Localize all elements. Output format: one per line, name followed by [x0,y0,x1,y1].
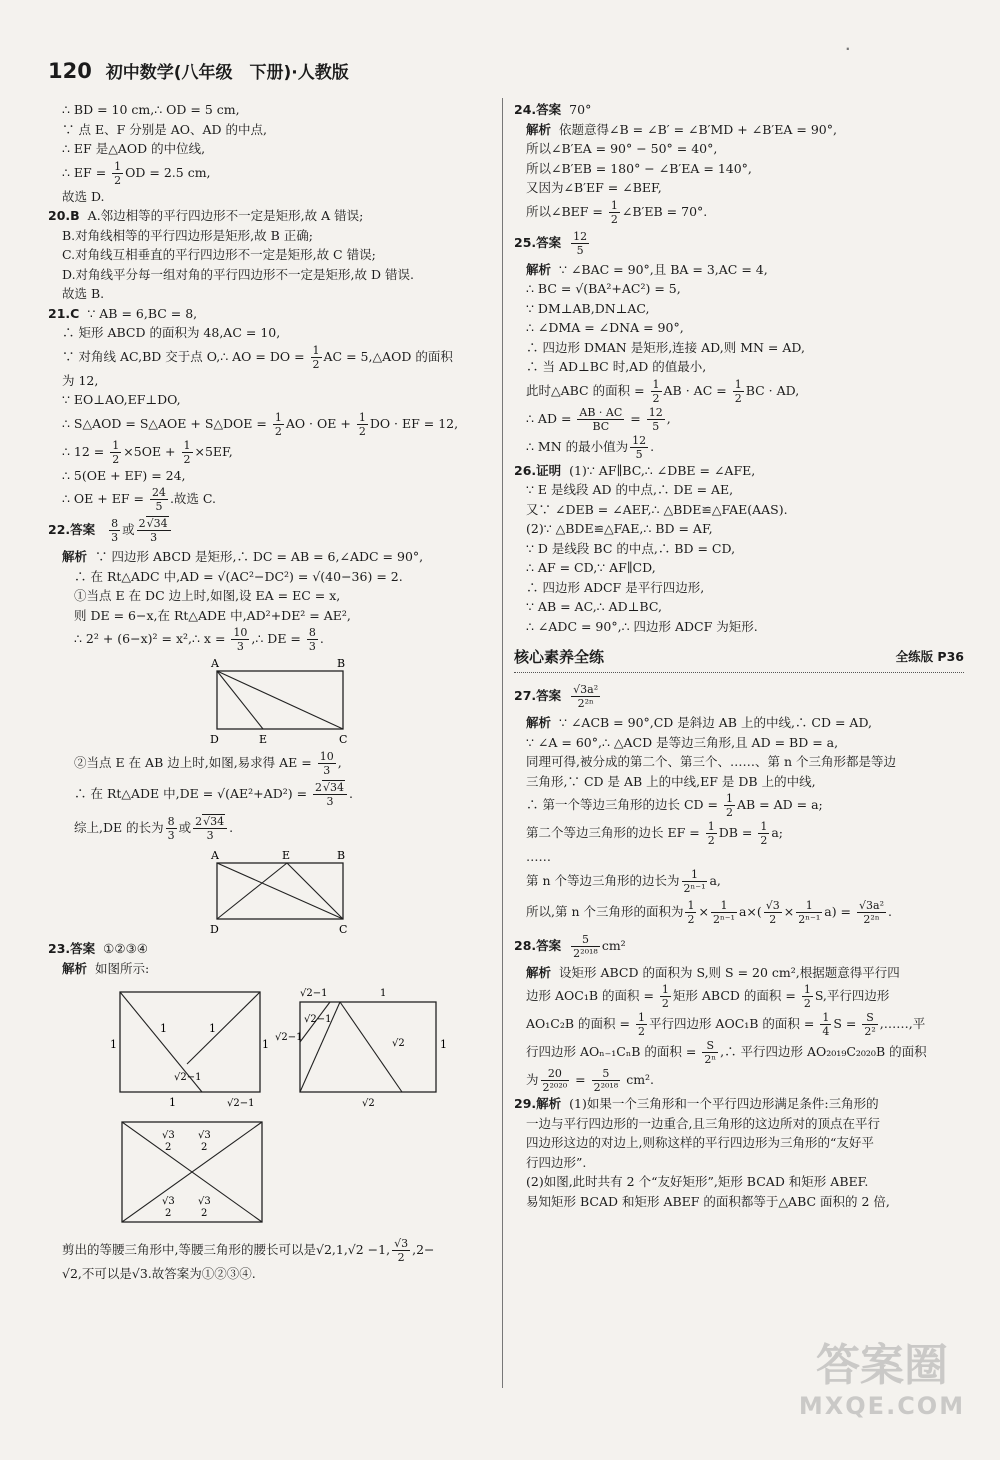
text-line: ∴ 四边形 ADCF 是平行四边形, [526,579,705,595]
svg-text:D: D [210,923,219,936]
svg-text:√3: √3 [198,1130,211,1141]
text-line: √2,不可以是√3.故答案为①②③④. [62,1266,256,1281]
text-line: ∴ 5(OE + EF) = 24, [62,467,186,483]
svg-text:C: C [339,733,348,746]
text-line: 此时△ABC 的面积 = $\frac{1}{2}$ AB · AC = $\frac{1}{2}$ BC · AD, [526,377,800,405]
watermark-logo: 答案圈 MXQE.COM [798,1340,966,1420]
svg-text:1: 1 [110,1038,117,1051]
text-line: ∵ E 是线段 AD 的中点,∴ DE = AE, [526,482,734,497]
text-line: D.对角线平分每一组对角的平行四边形不一定是矩形,故 D 错误. [62,266,414,282]
q23-answer: 23.答案 ①②③④ [48,941,148,956]
svg-text:D: D [210,733,219,746]
text-line: 综上,DE 的长为 $\frac{8}{3}$ 或 $\frac{2√34}{3}$ . [74,815,234,842]
text-line: 所以∠B′EB = 180° − ∠B′EA = 140°, [526,160,752,176]
text-line: ∴ 在 Rt△ADE 中,DE = √(AE²+AD²) = $\frac{2√34}{3}$ . [74,781,354,808]
text-line: ∴ ∠DMA = ∠DNA = 90°, [526,320,684,335]
q21-line: 21.C ∵ AB = 6,BC = 8, [48,305,198,321]
text-line: 则 DE = 6−x,在 Rt△ADE 中,AD²+DE² = AE², [74,607,351,623]
right-column [514,100,964,1440]
text-line: 一边与平行四边形的一边重合,且三角形的这边所对的顶点在平行 [526,1115,880,1131]
text-line: 第 n 个等边三角形的边长为 $\frac{1}{\text{2ⁿ⁻¹}}$ a, [526,867,721,895]
text-line: 三角形,∵ CD 是 AB 上的中线,EF 是 DB 上的中线, [526,773,816,789]
text-line: AO₁C₂B 的面积 = $\frac{1}{2}$ 平行四边形 AOC₁B 的面积 = $\frac{1}{4}$ S = $\frac{S}{\text{2²}}$ ,……,平 [526,1011,926,1038]
text-line: ∴ OE + EF = $\frac{24}{5}$ .故选 C. [62,486,216,513]
svg-text:√3: √3 [162,1130,175,1141]
text-line: ∵ ∠A = 60°,∴ △ACD 是等边三角形,且 AD = BD = a, [526,734,839,750]
text-line: ∴ AD = $\frac{AB \cdot AC}{BC}$ = $\frac{12}{5}$ , [526,405,671,433]
text-line: 解析 设矩形 ABCD 的面积为 S,则 S = 20 cm²,根据题意得平行四 [526,964,900,980]
figure-q23-rectangles [62,982,482,1112]
q20-line: 20.B A.邻边相等的平行四边形不一定是矩形,故 A 错误; [48,208,364,223]
text-line: ∴ 第一个等边三角形的边长 CD = $\frac{1}{2}$ AB = AD = a; [526,792,823,819]
q27-answer: 27.答案 $\frac{\text{√3a²}}{\text{2²ⁿ}}$ [514,683,599,710]
q28-answer: 28.答案 $\frac{5}{\text{2²⁰¹⁸}}$ cm² [514,932,626,960]
figure-rectangle-e-on-dc [207,657,407,745]
svg-text:E: E [259,733,268,746]
svg-text:2: 2 [165,1208,172,1219]
svg-text:√3: √3 [162,1196,175,1207]
svg-text:√2−1: √2−1 [304,1014,332,1025]
text-line: 剪出的等腰三角形中,等腰三角形的腰长可以是√2,1,√2 −1, $\frac{√3}{2}$ ,2− [62,1237,435,1264]
text-line: 易知矩形 BCAD 和矩形 ABEF 的面积都等于△ABC 面积的 2 倍, [526,1193,890,1209]
svg-text:1: 1 [209,1022,216,1035]
text-line: ∵ DM⊥AB,DN⊥AC, [526,300,650,316]
text-line: 所以∠B′EA = 90° − 50° = 40°, [526,141,718,156]
text-line: B.对角线相等的平行四边形是矩形,故 B 正确; [62,227,313,243]
text-line: 所以∠BEF = $\frac{1}{2}$ ∠B′EB = 70°. [526,198,708,226]
q22-answer: 22.答案 $\frac{8}{3}$ 或 $\frac{2√34}{3}$ [48,513,494,547]
svg-text:√2−1: √2−1 [300,988,328,999]
text-line: 解析 ∵ ∠BAC = 90°,且 BA = 3,AC = 4, [526,261,768,277]
q24-answer: 24.答案 70° [514,102,592,117]
text-line: 为 $\frac{20}{\text{2²⁰²⁰}}$ = $\frac{5}{\text{2²⁰¹⁸}}$ cm². [526,1067,655,1094]
text-line: 同理可得,被分成的第二个、第三个、……、第 n 个三角形都是等边 [526,754,896,769]
svg-text:√2: √2 [362,1098,375,1109]
text-line: ∴ 当 AD⊥BC 时,AD 的值最小, [526,359,707,374]
text-line: 又∵ ∠DEB = ∠AEF,∴ △BDE≌△FAE(AAS). [526,501,788,517]
svg-text:1: 1 [160,1022,167,1035]
svg-text:A: A [211,849,219,862]
text-line: ∴ AF = CD,∵ AF∥CD, [526,560,656,575]
text-line: ∴ 矩形 ABCD 的面积为 48,AC = 10, [62,325,281,340]
svg-text:2: 2 [201,1142,208,1153]
text-line: 为 12, [62,372,99,388]
page-header: 120 初中数学(八年级 下册)·人教版 · [48,42,850,83]
svg-text:E: E [282,849,291,862]
text-line: 故选 B. [62,286,105,301]
svg-text:1: 1 [380,988,387,999]
text-line: 故选 D. [62,188,105,204]
text-line: ∴ 2² + (6−x)² = x²,∴ x = $\frac{10}{3}$ ,∴ DE = $\frac{8}{3}$ . [74,626,324,653]
text-line: ∴ 四边形 DMAN 是矩形,连接 AD,则 MN = AD, [526,339,805,355]
text-line: 解析 如图所示: [62,960,150,976]
svg-text:C: C [339,923,348,936]
text-line: 又因为∠B′EF = ∠BEF, [526,180,662,195]
figure-rectangle-e-on-ab [207,849,407,935]
text-line: 行四边形”. [526,1154,587,1170]
text-line: 边形 AOC₁B 的面积 = $\frac{1}{2}$ 矩形 ABCD 的面积 = $\frac{1}{2}$ S,平行四边形 [526,983,890,1010]
svg-text:B: B [337,849,346,862]
book-title: 初中数学(八年级 下册)·人教版 [105,63,349,83]
text-line: ∴ BC = √(BA²+AC²) = 5, [526,281,681,296]
text-line: 解析 依题意得∠B = ∠B′ = ∠B′MD + ∠B′EA = 90°, [526,121,837,137]
text-line: ①当点 E 在 DC 边上时,如图,设 EA = EC = x, [74,588,341,603]
text-line: ∵ D 是线段 BC 的中点,∴ BD = CD, [526,540,736,556]
q25-answer: 25.答案 $\frac{12}{5}$ [514,229,588,257]
text-line: 解析 ∵ ∠ACB = 90°,CD 是斜边 AB 上的中线,∴ CD = AD, [526,715,872,730]
svg-text:1: 1 [169,1096,176,1109]
q26-line: 26.证明 (1)∵ AF∥BC,∴ ∠DBE = ∠AFE, [514,462,756,478]
svg-text:2: 2 [165,1142,172,1153]
text-line: ∴ 12 = $\frac{1}{2}$ ×5OE + $\frac{1}{2}$ ×5EF, [62,438,233,466]
svg-text:√2−1: √2−1 [275,1032,303,1043]
text-line: ∵ EO⊥AO,EF⊥DO, [62,392,181,407]
text-line: ∵ 对角线 AC,BD 交于点 O,∴ AO = DO = $\frac{1}{2}$ AC = 5,△AOD 的面积 [62,343,453,371]
text-line: ∵ 点 E、F 分别是 AO、AD 的中点, [62,121,267,137]
svg-text:√2−1: √2−1 [227,1098,255,1109]
svg-text:A: A [211,657,219,670]
text-line: ∴ S△AOD = S△AOE + S△DOE = $\frac{1}{2}$ AO · OE + $\frac{1}{2}$ DO · EF = 12, [62,410,459,438]
figure-q23-square-diagonals [118,1116,378,1232]
left-column [48,100,494,1440]
text-line: C.对角线互相垂直的平行四边形不一定是矩形,故 C 错误; [62,247,376,262]
text-line: 所以,第 n 个三角形的面积为 $\frac{1}{2}$ × $\frac{1}{\text{2ⁿ⁻¹}}$ a×( $\frac{√3}{2}$ × $\frac{1}{\text{2ⁿ⁻¹}}$ a) = $\frac{\text{√3a²}}{\text{2²ⁿ}}$ . [526,898,892,926]
svg-text:√2: √2 [392,1038,405,1049]
svg-text:√2−1: √2−1 [174,1072,202,1083]
svg-text:√3: √3 [198,1196,211,1207]
text-line: 四边形这边的对边上,则称这样的平行四边形为三角形的“友好平 [526,1135,874,1150]
column-divider [502,98,503,1388]
text-line: (2)∵ △BDE≌△FAE,∴ BD = AF, [526,521,713,536]
section-page-ref: 全练版 P36 [895,649,964,664]
text-line: ∴ EF 是△AOD 的中位线, [62,141,206,156]
svg-text:1: 1 [440,1038,447,1051]
text-line: 解析 ∵ 四边形 ABCD 是矩形,∴ DC = AB = 6,∠ADC = 90°, [62,549,424,564]
text-line: ∴ MN 的最小值为 $\frac{12}{5}$ . [526,433,655,461]
text-line: ∴ 在 Rt△ADC 中,AD = √(AC²−DC²) = √(40−36) = 2. [74,568,403,584]
text-line: ∵ AB = AC,∴ AD⊥BC, [526,599,662,614]
page-number: 120 [48,59,92,83]
svg-text:1: 1 [262,1038,269,1051]
section-title: 核心素养全练 全练版 P36 [514,642,964,673]
text-line: ②当点 E 在 AB 边上时,如图,易求得 AE = $\frac{10}{3}$ , [74,750,342,777]
text-line: ∴ ∠ADC = 90°,∴ 四边形 ADCF 为矩形. [526,618,758,634]
text-line: ∴ EF = $\frac{1}{2}$ OD = 2.5 cm, [62,159,211,187]
q29-line: 29.解析 (1)如果一个三角形和一个平行四边形满足条件:三角形的 [514,1096,879,1111]
svg-text:B: B [337,657,346,670]
text-line: ∴ BD = 10 cm,∴ OD = 5 cm, [62,102,240,117]
text-line: 第二个等边三角形的边长 EF = $\frac{1}{2}$ DB = $\frac{1}{2}$ a; [526,820,784,847]
svg-text:2: 2 [201,1208,208,1219]
text-line: …… [526,849,551,864]
text-line: 行四边形 AOₙ₋₁CₙB 的面积 = $\frac{S}{\text{2ⁿ}}$ ,∴ 平行四边形 AO₂₀₁₉C₂₀₂₀B 的面积 [526,1039,927,1066]
text-line: (2)如图,此时共有 2 个“友好矩形”,矩形 BCAD 和矩形 ABEF. [526,1174,869,1189]
